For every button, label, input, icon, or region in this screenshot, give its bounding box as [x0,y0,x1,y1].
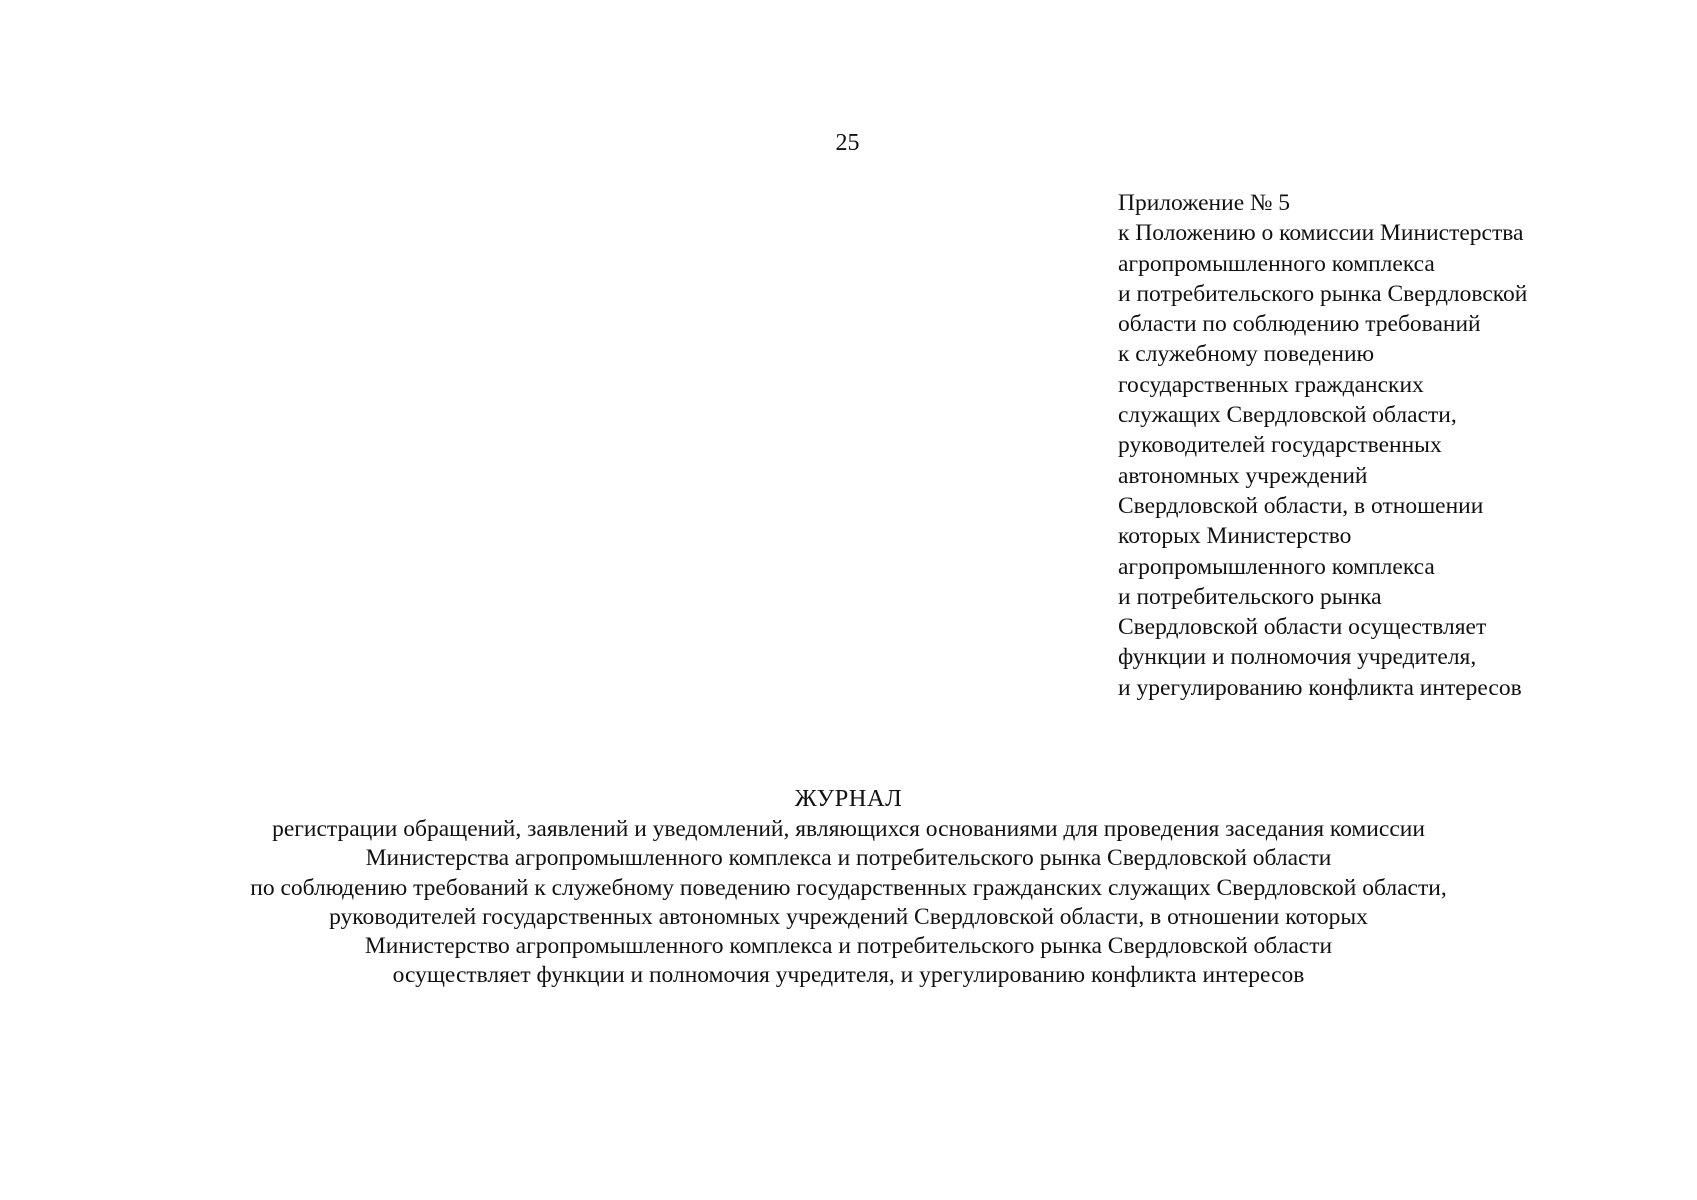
journal-subtitle-line: руководителей государственных автономных учреждений Свердловской области, в отношении которых [329,903,1368,930]
appendix-line: Приложение № 5 [1118,190,1291,216]
appendix-block [1118,188,1678,703]
appendix-line: и урегулированию конфликта интересов [1118,674,1522,701]
journal-subtitle-line: регистрации обращений, заявлений и уведомлений, являющихся основаниями для проведения заседания комиссии [272,816,1425,842]
appendix-line: агропромышленного комплекса [1118,553,1435,580]
appendix-line: руководителей государственных [1118,432,1442,459]
journal-title: ЖУРНАЛ [794,785,903,812]
appendix-line: и потребительского рынка Свердловской [1118,280,1528,307]
page-number-text: 25 [835,130,860,156]
appendix-line: государственных гражданских [1118,371,1424,398]
journal-subtitle-line: по соблюдению требований к служебному поведению государственных гражданских служащих Свердловской области, [250,874,1447,901]
appendix-line: области по соблюдению требований [1118,311,1481,338]
journal-subtitle [0,815,1697,991]
appendix-line: которых Министерство [1118,523,1352,550]
journal-subtitle-line: осуществляет функции и полномочия учредителя, и урегулированию конфликта интересов [392,962,1305,989]
appendix-line: автономных учреждений [1118,462,1368,489]
appendix-line: к Положению о комиссии Министерства [1118,220,1524,247]
appendix-line: Свердловской области осуществляет [1118,614,1487,641]
appendix-line: функции и полномочия учредителя, [1118,644,1477,671]
appendix-line: и потребительского рынка [1118,583,1382,610]
journal-subtitle-line: Министерство агропромышленного комплекса и потребительского рынка Свердловской области [364,933,1333,960]
appendix-line: Свердловской области, в отношении [1118,492,1484,519]
appendix-line: агропромышленного комплекса [1118,250,1435,277]
appendix-line: служащих Свердловской области, [1118,402,1457,429]
journal-heading [0,784,1697,991]
journal-subtitle-line: Министерства агропромышленного комплекса и потребительского рынка Свердловской области [365,845,1332,872]
appendix-line: к служебному поведению [1118,341,1375,368]
page-number [0,128,1697,158]
